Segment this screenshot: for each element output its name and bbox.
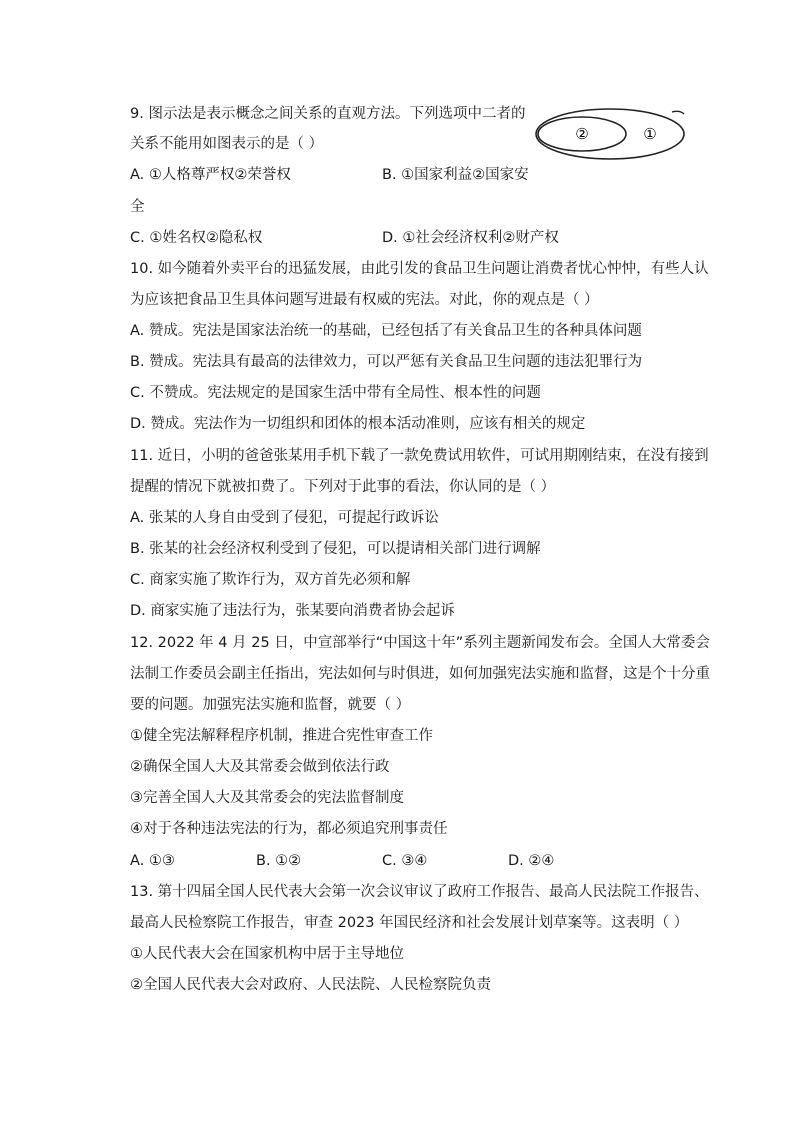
venn-diagram (532, 104, 692, 164)
q9-stem-line2: 关系不能用如图表示的是（ ） (130, 136, 324, 152)
q9-option-d: D. ①社会经济权利②财产权 (382, 230, 559, 246)
q11-option-a: A. 张某的人身自由受到了侵犯，可提起行政诉讼 (130, 510, 439, 526)
outer-label: ① (643, 125, 657, 143)
q12-item-1: ①健全宪法解释程序机制，推进合宪性审查工作 (130, 728, 433, 744)
q10-option-b: B. 赞成。宪法具有最高的法律效力，可以严惩有关食品卫生问题的违法犯罪行为 (130, 354, 643, 370)
q9-option-b-cont: 全 (130, 199, 145, 215)
q12-option-d: D. ②④ (508, 853, 555, 869)
q11-option-c: C. 商家实施了欺诈行为，双方首先必须和解 (130, 572, 411, 588)
q9-option-b: B. ①国家利益②国家安 (382, 167, 529, 183)
q9-stem-line1: 9. 图示法是表示概念之间关系的直观方法。下列选项中二者的 (130, 106, 526, 122)
q11-stem-line1: 11. 近日，小明的爸爸张某用手机下载了一款免费试用软件，可试用期刚结束，在没有接到 (130, 448, 709, 464)
q13-stem-line2: 最高人民检察院工作报告，审查 2023 年国民经济和社会发展计划草案等。这表明（ ） (130, 915, 689, 931)
q12-item-3: ③完善全国人大及其常委会的宪法监督制度 (130, 790, 404, 806)
q12-item-4: ④对于各种违法宪法的行为，都必须追究刑事责任 (130, 821, 448, 837)
ellipse-tail (672, 111, 684, 114)
outer-ellipse (536, 109, 684, 159)
q10-option-c: C. 不赞成。宪法规定的是国家生活中带有全局性、根本性的问题 (130, 385, 541, 401)
q12-stem-line3: 要的问题。加强宪法实施和监督，就要（ ） (130, 697, 411, 713)
q12-option-b: B. ①② (256, 853, 302, 869)
q13-item-1: ①人民代表大会在国家机构中居于主导地位 (130, 946, 404, 962)
q12-stem-line2: 法制工作委员会副主任指出，宪法如何与时俱进，如何加强宪法实施和监督，这是个十分重 (130, 666, 710, 682)
q13-stem-line1: 13. 第十四届全国人民代表大会第一次会议审议了政府工作报告、最高人民法院工作报告、 (130, 884, 709, 900)
q9-option-c: C. ①姓名权②隐私权 (130, 230, 263, 246)
q10-stem-line2: 为应该把食品卫生具体问题写进最有权威的宪法。对此，你的观点是（ ） (130, 292, 599, 308)
q10-stem-line1: 10. 如今随着外卖平台的迅猛发展，由此引发的食品卫生问题让消费者忧心忡忡，有些人认 (130, 261, 709, 277)
q12-option-c: C. ③④ (382, 853, 428, 869)
q9-option-a: A. ①人格尊严权②荣誉权 (130, 167, 291, 183)
q11-option-d: D. 商家实施了违法行为，张某要向消费者协会起诉 (130, 603, 455, 619)
q10-option-a: A. 赞成。宪法是国家法治统一的基础，已经包括了有关食品卫生的各种具体问题 (130, 323, 642, 339)
inner-label: ② (575, 125, 589, 143)
q12-option-a: A. ①③ (130, 853, 175, 869)
q10-option-d: D. 赞成。宪法作为一切组织和团体的根本活动准则，应该有相关的规定 (130, 416, 586, 432)
q12-item-2: ②确保全国人大及其常委会做到依法行政 (130, 759, 390, 775)
q11-option-b: B. 张某的社会经济权利受到了侵犯，可以提请相关部门进行调解 (130, 541, 541, 557)
q11-stem-line2: 提醒的情况下就被扣费了。下列对于此事的看法，你认同的是（ ） (130, 479, 556, 495)
q13-item-2: ②全国人民代表大会对政府、人民法院、人民检察院负责 (130, 977, 491, 993)
q12-stem-line1: 12. 2022 年 4 月 25 日，中宣部举行“中国这十年”系列主题新闻发布会。全国人大常委会 (130, 635, 710, 651)
